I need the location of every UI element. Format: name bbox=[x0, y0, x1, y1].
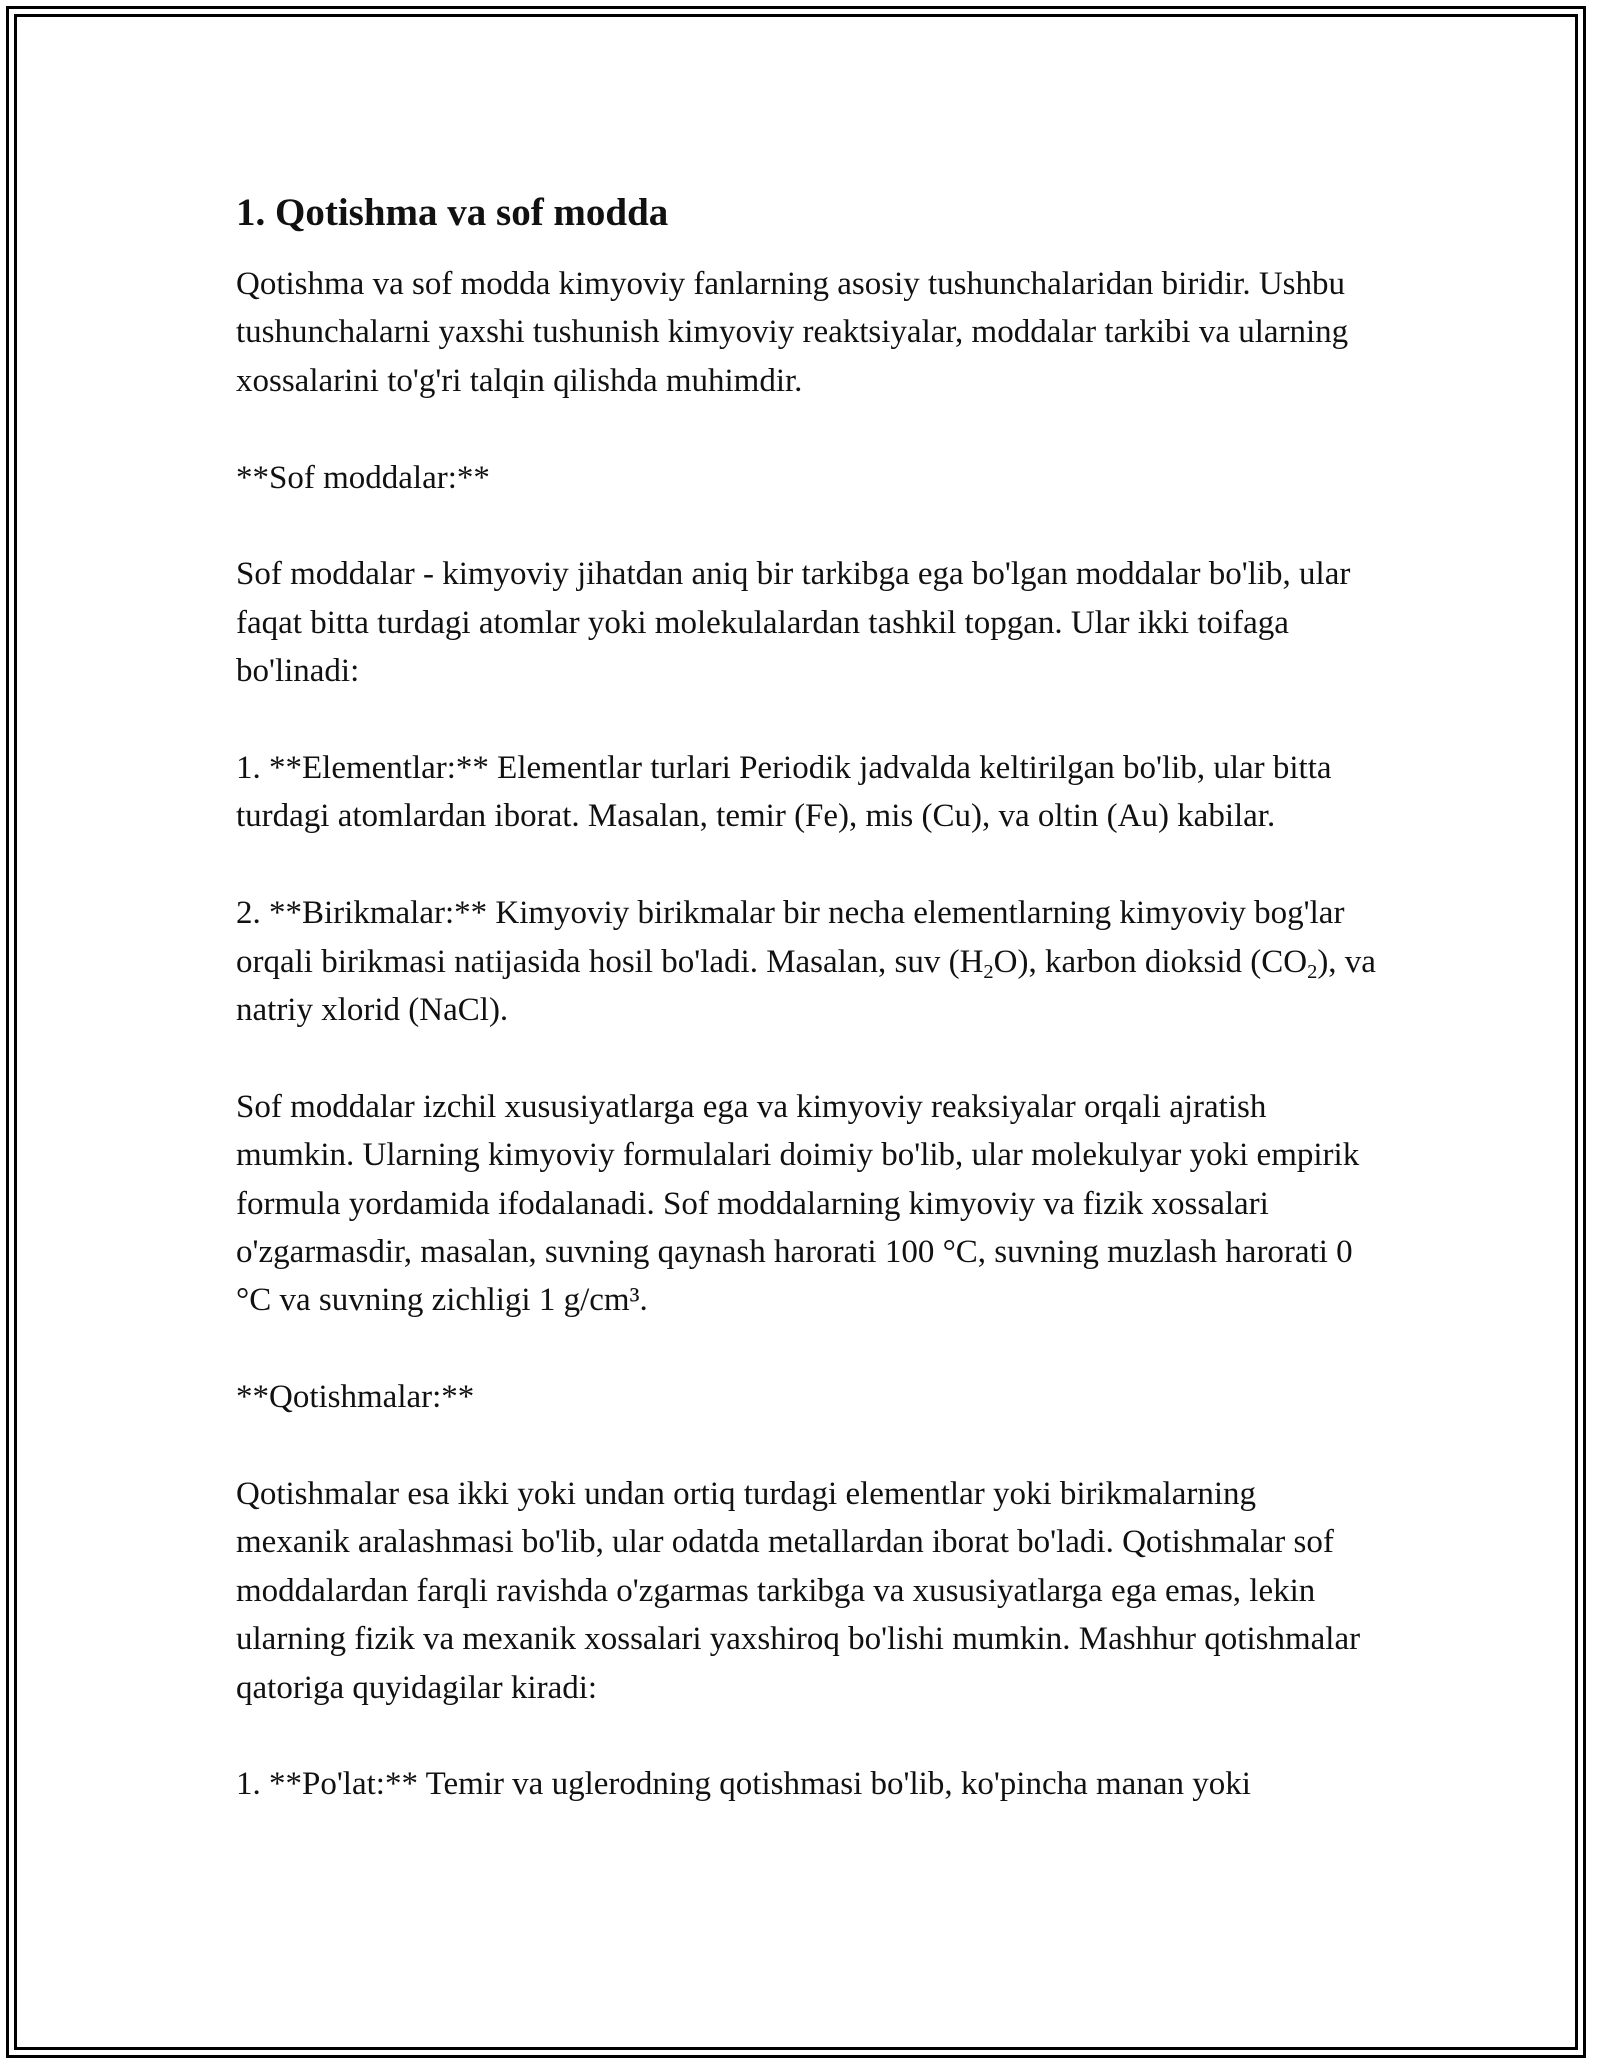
pure-substances-definition: Sof moddalar - kimyoviy jihatdan aniq bir tarkibga ega bo'lgan moddalar bo'lib, ular faqat bitta turdagi atomlar yoki molekulalardan tashkil topgan. Ular ikki toifaga bo'linadi: bbox=[236, 556, 1351, 690]
compounds-text-c: ), va natriy xlorid (NaCl). bbox=[236, 943, 1376, 1029]
co2-subscript: 2 bbox=[1307, 960, 1318, 983]
alloys-heading: **Qotishmalar:** bbox=[236, 1379, 475, 1416]
document-body bbox=[236, 188, 1376, 1857]
pure-substances-heading: **Sof moddalar:** bbox=[236, 459, 490, 496]
intro-paragraph: Qotishma va sof modda kimyoviy fanlarning asosiy tushunchalaridan biridir. Ushbu tushunchalarni yaxshi tushunish kimyoviy reaktsiyalar, moddalar tarkibi va ularning xossalarini to'g'ri talqin qilishda muhimdir. bbox=[236, 266, 1349, 399]
section-title: 1. Qotishma va sof modda bbox=[236, 191, 669, 234]
elements-item: 1. **Elementlar:** Elementlar turlari Periodik jadvalda keltirilgan bo'lib, ular bitta turdagi atomlardan iborat. Masalan, temir (Fe), mis (Cu), va oltin (Au) kabilar. bbox=[236, 750, 1332, 835]
water-subscript: 2 bbox=[983, 960, 994, 983]
compounds-text-b: O), karbon dioksid (CO bbox=[993, 943, 1308, 980]
pure-substances-properties: Sof moddalar izchil xususiyatlarga ega va kimyoviy reaksiyalar orqali ajratish mumkin. Ularning kimyoviy formulalari doimiy bo'lib, ular molekulyar yoki empirik formula yordamida ifodalanadi. Sof moddalarning kimyoviy va fizik xossalari o'zgarmasdir, masalan, suvning qaynash harorati 100 °C, suvning muzlash harorati 0 °C va suvning zichligi 1 g/cm³. bbox=[236, 1088, 1360, 1319]
steel-item: 1. **Po'lat:** Temir va uglerodning qotishmasi bo'lib, ko'pincha manan yoki bbox=[236, 1766, 1251, 1803]
compounds-text-a: 2. **Birikmalar:** Kimyoviy birikmalar bir necha elementlarning kimyoviy bog'lar orqali birikmasi natijasida hosil bo'ladi. Masalan, suv (H bbox=[236, 895, 1345, 980]
compounds-item bbox=[236, 889, 1376, 1034]
alloys-definition: Qotishmalar esa ikki yoki undan ortiq turdagi elementlar yoki birikmalarning mexanik aralashmasi bo'lib, ular odatda metallardan iborat bo'ladi. Qotishmalar sof moddalardan farqli ravishda o'zgarmas tarkibga va xususiyatlarga ega emas, lekin ularning fizik va mexanik xossalari yaxshiroq bo'lishi mumkin. Mashhur qotishmalar qatoriga quyidagilar kiradi: bbox=[236, 1476, 1361, 1706]
